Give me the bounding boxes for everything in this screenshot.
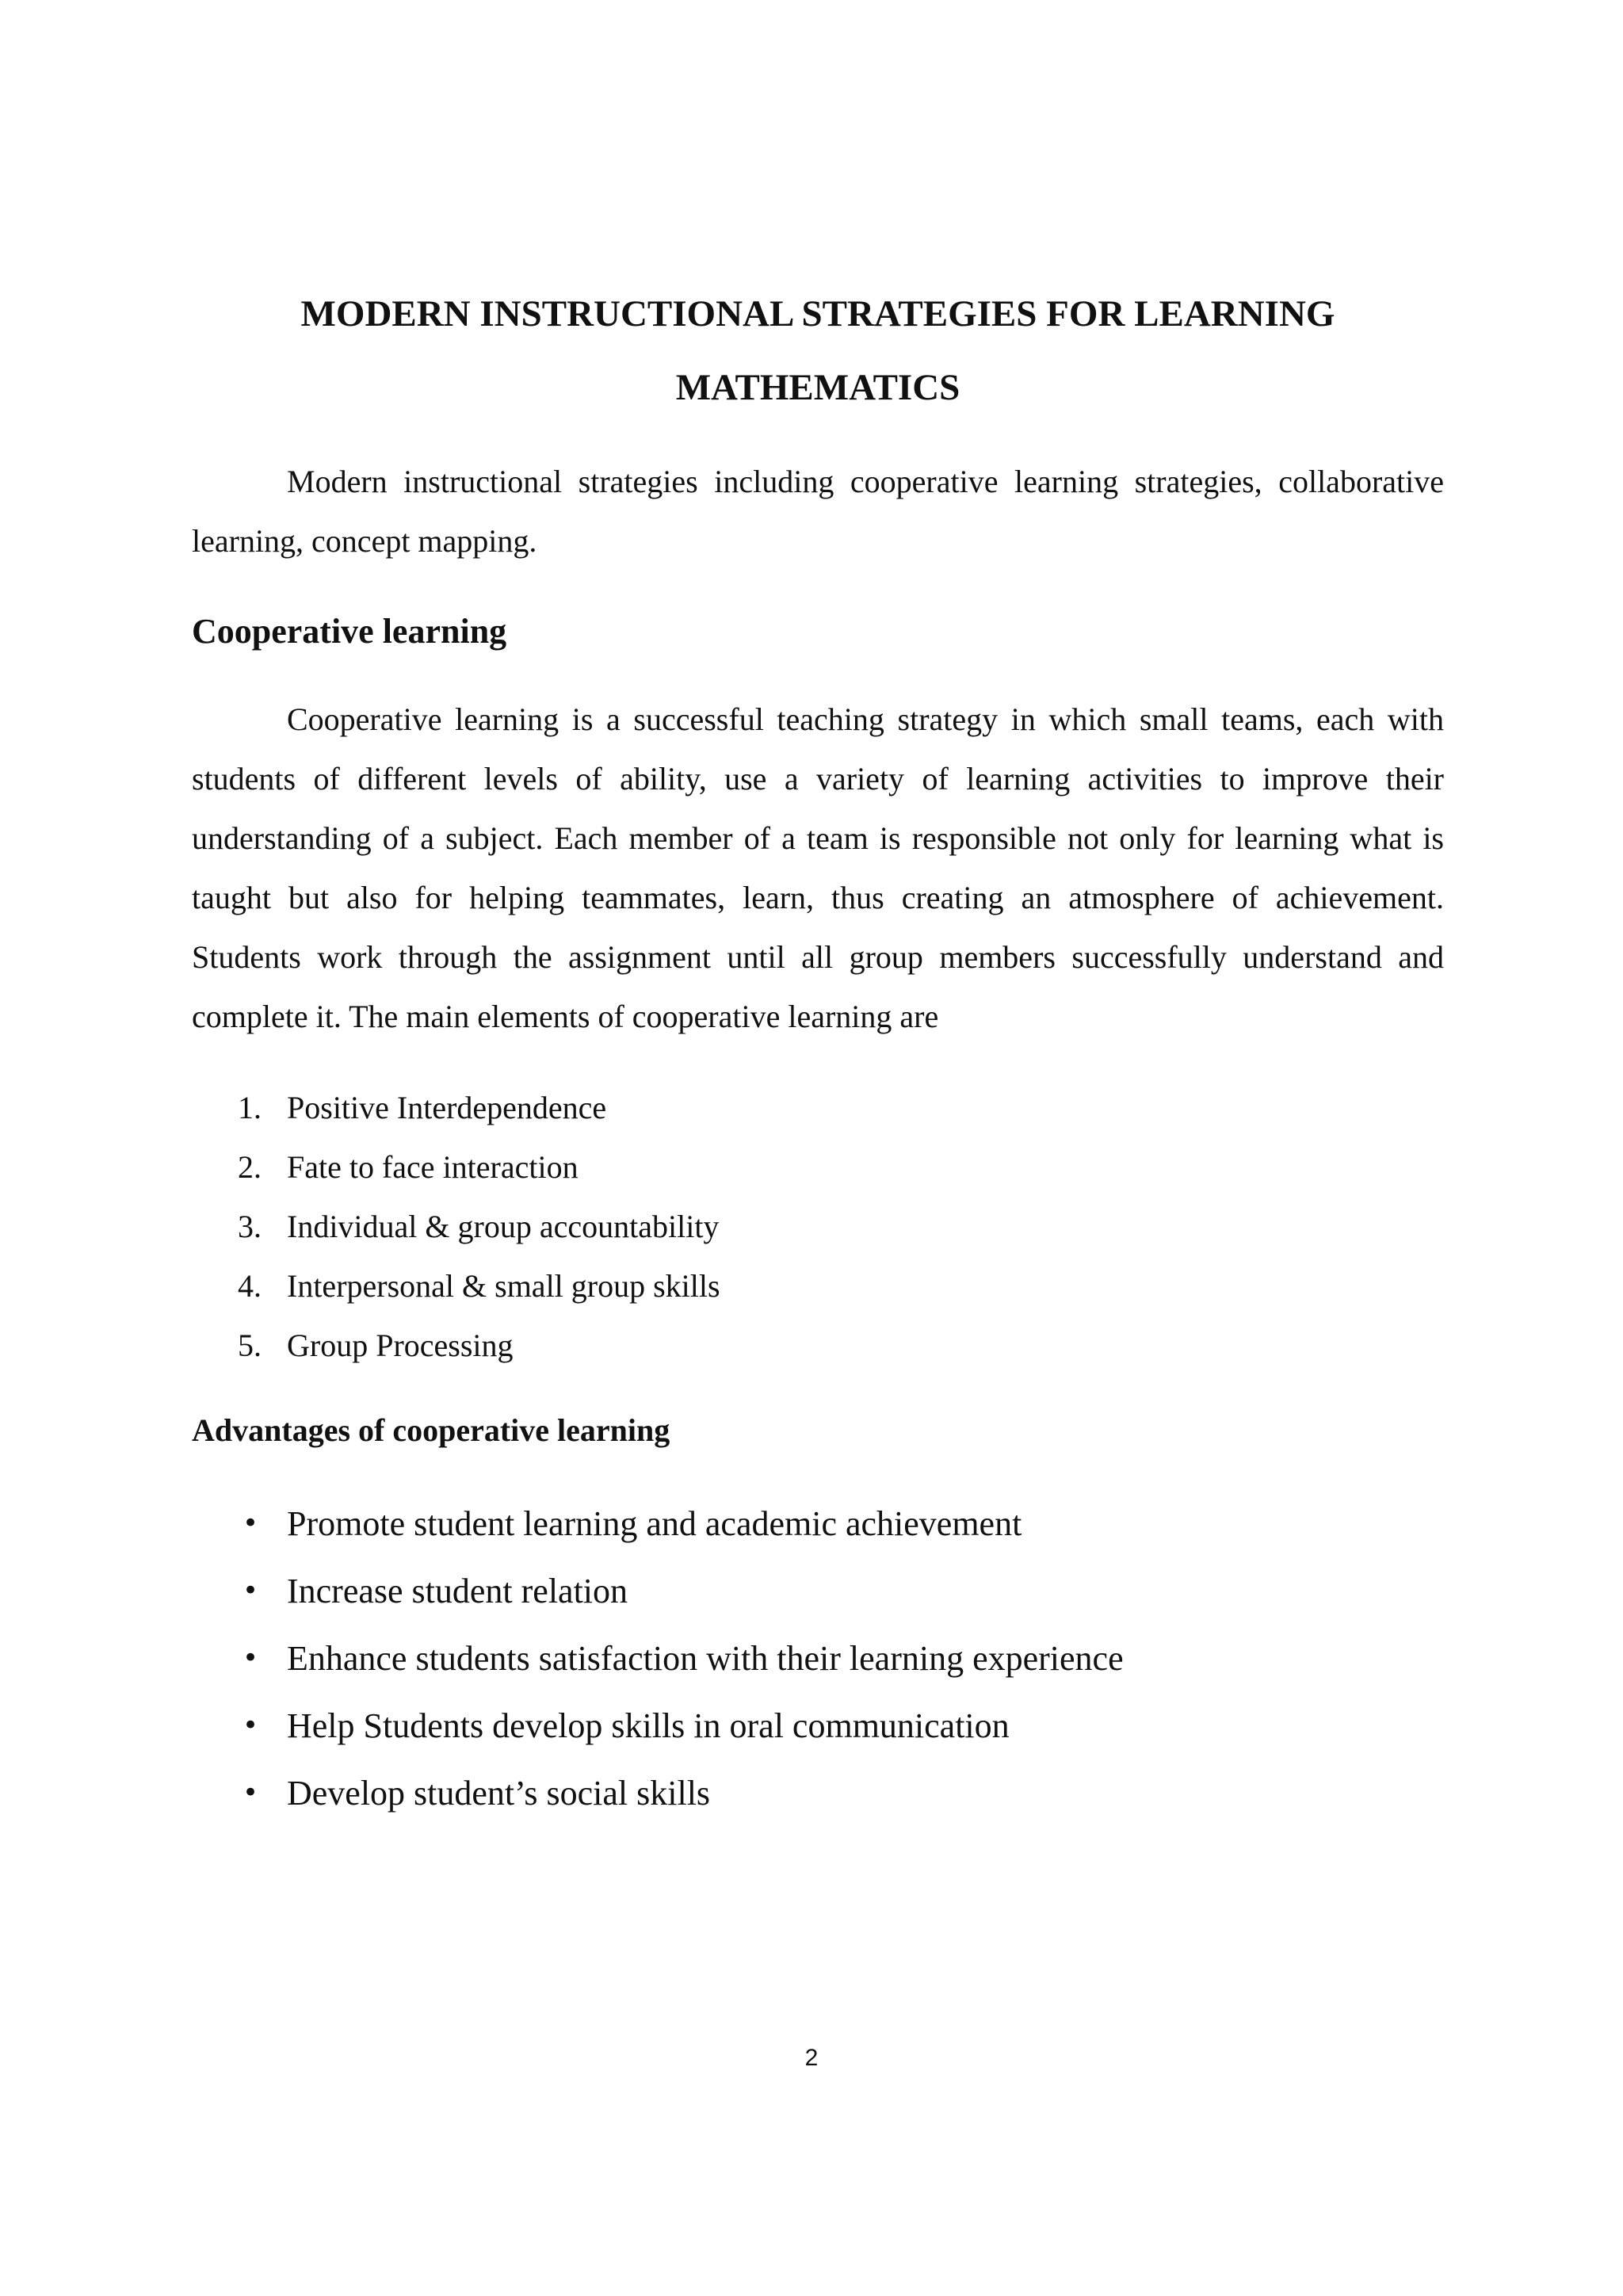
page-title-line-2: MATHEMATICS [675, 367, 960, 408]
list-item-text: Promote student learning and academic achievement [287, 1504, 1022, 1543]
list-item-text: Develop student’s social skills [287, 1774, 711, 1813]
page-title-line-1: MODERN INSTRUCTIONAL STRATEGIES FOR LEARNING [300, 293, 1335, 334]
list-number: 3. [238, 1209, 262, 1244]
list-item-text: Fate to face interaction [287, 1149, 579, 1185]
cooperative-learning-paragraph [192, 690, 1444, 1046]
list-item [192, 1692, 1124, 1759]
list-item-text: Increase student relation [287, 1572, 628, 1610]
list-item [192, 1490, 1124, 1557]
list-number: 1. [238, 1090, 262, 1125]
list-item [192, 1759, 1124, 1827]
intro-paragraph [192, 452, 1444, 571]
list-item-text: Group Processing [287, 1328, 514, 1363]
advantages-bullet-list [192, 1490, 1124, 1827]
intro-text: Modern instructional strategies including cooperative learning strategies, collaborative learning, concept mapping. [192, 464, 1444, 559]
section-heading-cooperative-learning: Cooperative learning [192, 612, 507, 651]
list-number: 2. [238, 1149, 262, 1185]
list-number: 4. [238, 1268, 262, 1304]
page-number: 2 [804, 2045, 819, 2071]
list-item [192, 1197, 720, 1256]
section-heading-advantages: Advantages of cooperative learning [192, 1412, 670, 1448]
list-item [192, 1316, 720, 1375]
list-item-text: Individual & group accountability [287, 1209, 720, 1244]
list-item-text: Interpersonal & small group skills [287, 1268, 720, 1304]
bullet-icon: • [242, 1507, 259, 1539]
list-item [192, 1557, 1124, 1625]
list-item [192, 1137, 720, 1197]
list-item [192, 1256, 720, 1316]
bullet-icon: • [242, 1642, 259, 1674]
list-number: 5. [238, 1328, 262, 1363]
bullet-icon: • [242, 1575, 259, 1606]
list-item-text: Enhance students satisfaction with their learning experience [287, 1639, 1124, 1678]
list-item-text: Positive Interdependence [287, 1090, 607, 1125]
bullet-icon: • [242, 1777, 259, 1809]
cooperative-learning-text: Cooperative learning is a successful teaching strategy in which small teams, each with students of different levels of ability, use a variety of learning activities to improve their understanding of a subject. Each member of a team is responsible not only for learning what is taught but also for helping teammates, learn, thus creating an atmosphere of achievement. Students work through the assignment until all group members successfully understand and complete it. The main elements of cooperative learning are [192, 701, 1444, 1034]
elements-numbered-list [192, 1078, 720, 1375]
list-item [192, 1625, 1124, 1692]
list-item-text: Help Students develop skills in oral communication [287, 1706, 1010, 1745]
bullet-icon: • [242, 1710, 259, 1741]
list-item [192, 1078, 720, 1137]
